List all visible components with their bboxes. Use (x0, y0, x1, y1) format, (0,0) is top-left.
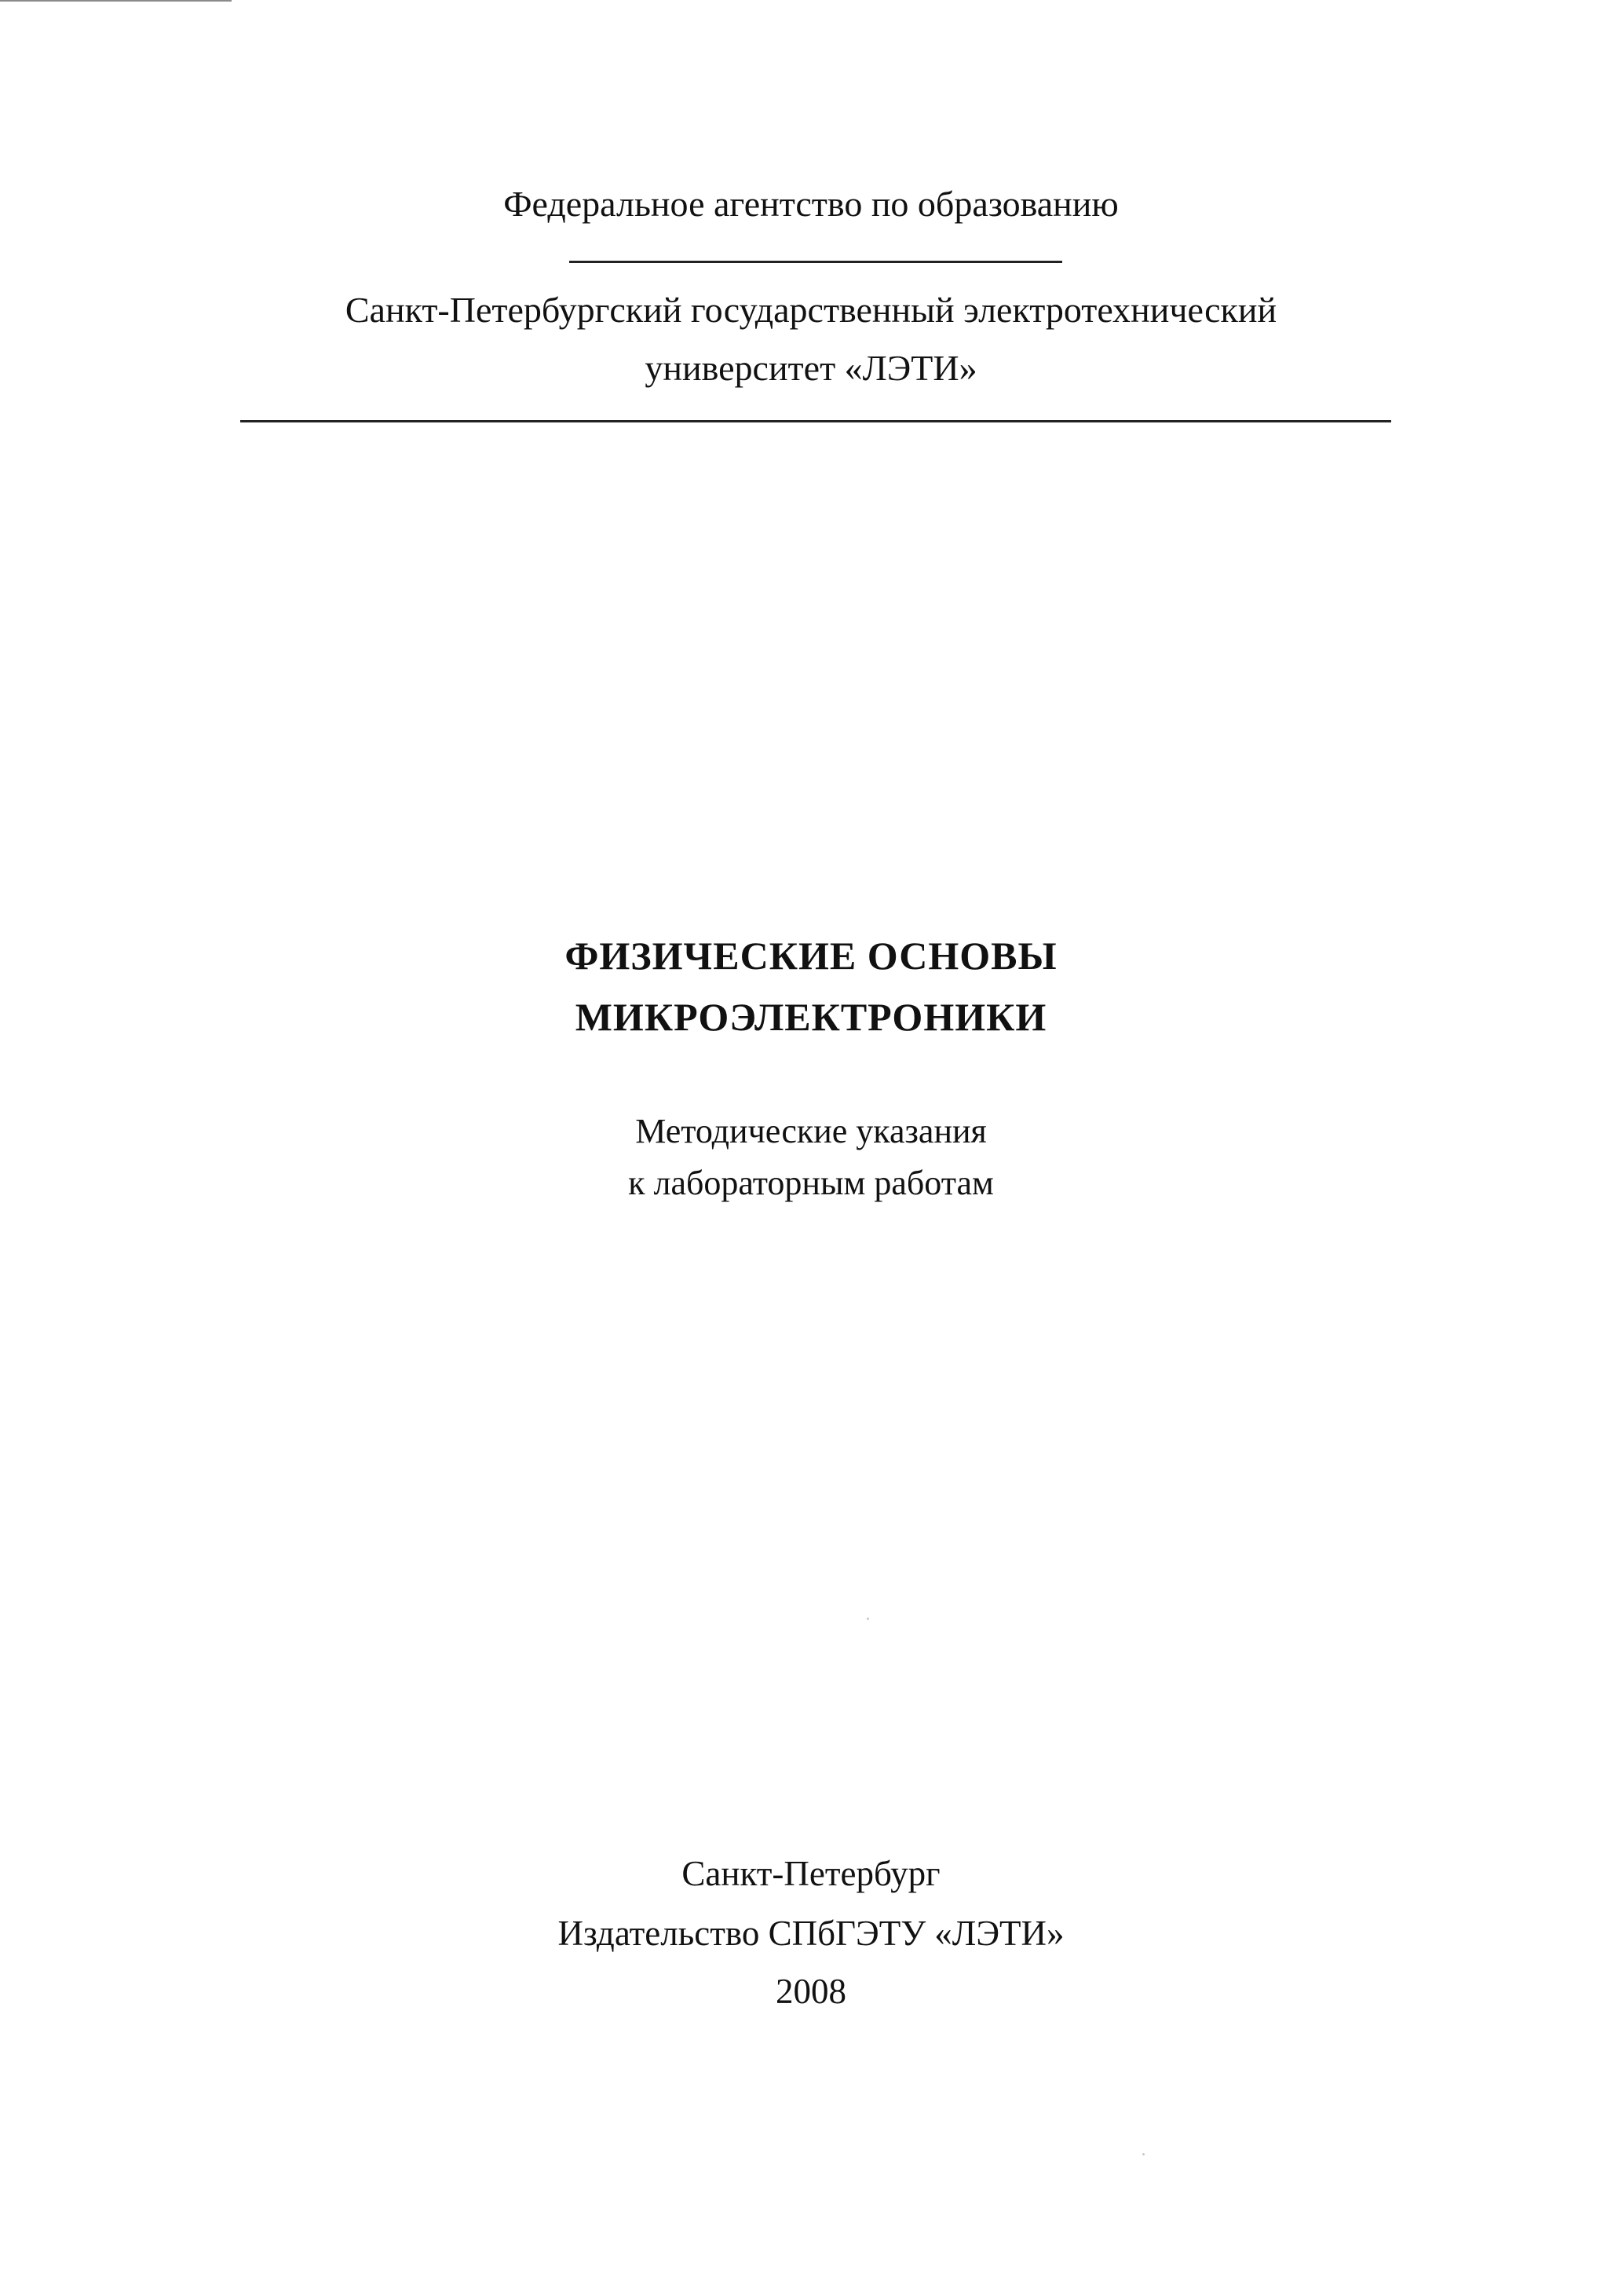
document-subtitle-line-2: к лабораторным работам (628, 1164, 994, 1202)
header-divider-short (569, 261, 1062, 263)
header-divider-long (240, 420, 1391, 422)
imprint-year: 2008 (776, 1972, 846, 2011)
scan-speck (867, 1618, 869, 1620)
imprint-city: Санкт-Петербург (681, 1854, 941, 1893)
scan-edge-mark (0, 0, 232, 2)
imprint-publisher: Издательство СПбГЭТУ «ЛЭТИ» (557, 1914, 1065, 1953)
scan-speck (1142, 2153, 1145, 2155)
document-subtitle-line-1: Методические указания (635, 1112, 987, 1150)
university-name-line-2: университет «ЛЭТИ» (645, 348, 977, 388)
document-title-line-1: ФИЗИЧЕСКИЕ ОСНОВЫ (564, 934, 1058, 978)
agency-name: Федеральное агентство по образованию (503, 184, 1119, 224)
university-name-line-1: Санкт-Петербургский государственный электротехнический (345, 290, 1277, 330)
document-title-line-2: МИКРОЭЛЕКТРОНИКИ (575, 995, 1047, 1039)
